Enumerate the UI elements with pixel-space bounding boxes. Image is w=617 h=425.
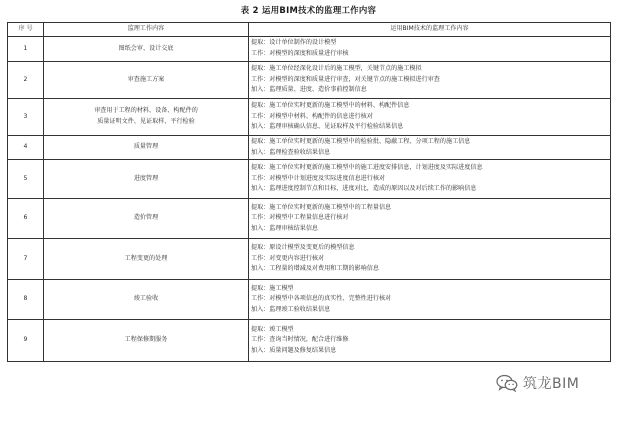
table-body bbox=[8, 37, 611, 362]
row-seq: 7 bbox=[8, 239, 44, 280]
wechat-icon bbox=[496, 374, 518, 392]
bim-line: 提取：施工单位实时更新的施工模型中的材料、构配件信息 bbox=[251, 102, 410, 110]
row-bim-content bbox=[249, 199, 611, 239]
row-seq: 5 bbox=[8, 160, 44, 199]
bim-line: 工作：对模型中材料、构配件的信息进行核对 bbox=[251, 112, 373, 120]
row-bim-content bbox=[249, 62, 611, 99]
row-content bbox=[44, 199, 249, 239]
content-line: 审查用于工程的材料、设备、构配件的 bbox=[94, 107, 198, 115]
row-seq: 6 bbox=[8, 199, 44, 239]
row-bim-content bbox=[249, 99, 611, 136]
row-bim-content bbox=[249, 160, 611, 199]
bim-line: 加入：监理审核确认信息、见证取样及平行检验结果信息 bbox=[251, 123, 404, 131]
row-seq: 9 bbox=[8, 320, 44, 362]
table-title: 表 2 运用BIM技术的监理工作内容 bbox=[240, 5, 377, 15]
table-row bbox=[8, 239, 611, 280]
table-header-row bbox=[8, 23, 611, 37]
row-content bbox=[44, 239, 249, 280]
row-seq: 2 bbox=[8, 62, 44, 99]
row-seq: 8 bbox=[8, 280, 44, 320]
bim-line: 工作：对模型中计划进度及实际进度信息进行核对 bbox=[251, 174, 386, 182]
row-seq: 4 bbox=[8, 136, 44, 160]
header-seq: 序 号 bbox=[8, 23, 44, 37]
bim-line: 提取：竣工模型 bbox=[251, 325, 294, 333]
table-row bbox=[8, 160, 611, 199]
header-bim: 运用BIM技术的监理工作内容 bbox=[249, 23, 611, 37]
content-line: 图纸会审、设计交底 bbox=[118, 44, 174, 52]
table-row bbox=[8, 62, 611, 99]
row-content bbox=[44, 280, 249, 320]
table-row bbox=[8, 320, 611, 362]
bim-line: 工作：对模型的深度和质量进行审核 bbox=[251, 50, 349, 57]
row-seq: 1 bbox=[8, 37, 44, 62]
bim-line: 提取：施工单位经深化设计后的施工模型，关键节点的施工模拟 bbox=[251, 65, 422, 73]
bim-line: 提取：设计单位制作的设计模型 bbox=[251, 39, 337, 47]
content-line: 质量证明文件、见证取样、平行检验 bbox=[97, 118, 195, 125]
row-bim-content bbox=[249, 280, 611, 320]
row-content bbox=[44, 62, 249, 99]
content-line: 工程变更的处理 bbox=[124, 254, 168, 262]
bim-line: 提取：施工模型 bbox=[251, 284, 294, 292]
bim-line: 工作：对模型的深度和质量进行审查，对关键节点的施工模拟进行审查 bbox=[251, 75, 440, 83]
row-bim-content bbox=[249, 136, 611, 160]
bim-line: 工作：查询当时情况，配合进行维修 bbox=[251, 336, 349, 344]
content-line: 工程保修期服务 bbox=[124, 336, 168, 344]
content-line: 进度管理 bbox=[133, 174, 159, 182]
row-bim-content bbox=[249, 37, 611, 62]
row-content bbox=[44, 37, 249, 62]
table-row bbox=[8, 136, 611, 160]
table-row bbox=[8, 99, 611, 136]
row-content bbox=[44, 99, 249, 136]
bim-line: 加入：监理进度控制节点和目标，进度对比，造成的原因以及对后续工作的影响信息 bbox=[251, 185, 477, 193]
content-line: 造价管理 bbox=[133, 214, 159, 222]
content-line: 审查施工方案 bbox=[127, 75, 165, 83]
table-row bbox=[8, 37, 611, 62]
bim-line: 加入：监理审核结果信息 bbox=[251, 224, 319, 232]
bim-line: 加入：监理检查验收结果信息 bbox=[251, 148, 331, 156]
content-line: 质量管理 bbox=[133, 143, 159, 151]
row-bim-content bbox=[249, 239, 611, 280]
bim-line: 提取：原设计模型及变更后的模型信息 bbox=[251, 244, 355, 252]
bim-line: 工作：对变更内容进行核对 bbox=[251, 254, 325, 262]
row-content bbox=[44, 320, 249, 362]
bim-line: 工作：对模型中工程量信息进行核对 bbox=[251, 214, 349, 222]
bim-line: 提取：施工单位实时更新的施工模型中的工程量信息 bbox=[251, 203, 392, 211]
watermark bbox=[496, 373, 579, 393]
table-row bbox=[8, 280, 611, 320]
bim-line: 加入：工程量的增减及对费用和工期的影响信息 bbox=[251, 265, 379, 273]
bim-line: 加入：监理质量、进度、造价事前控制信息 bbox=[251, 86, 367, 94]
row-content bbox=[44, 136, 249, 160]
content-line: 竣工验收 bbox=[133, 295, 159, 303]
table-row bbox=[8, 199, 611, 239]
bim-line: 提取：施工单位实时更新的施工模型中的检验批、隐蔽工程、分项工程的施工信息 bbox=[251, 137, 471, 145]
supervision-table bbox=[7, 22, 611, 362]
row-content bbox=[44, 160, 249, 199]
watermark-text: 筑龙BIM bbox=[523, 376, 580, 392]
bim-line: 加入：监理竣工验收结果信息 bbox=[251, 305, 331, 313]
row-bim-content bbox=[249, 320, 611, 362]
bim-line: 工作：对模型中各项信息的真实性、完整性进行核对 bbox=[251, 295, 392, 303]
bim-line: 提取：施工单位实时更新的施工模型中的施工进度安排信息，计划进度及实际进度信息 bbox=[251, 164, 483, 172]
row-seq: 3 bbox=[8, 99, 44, 136]
header-content: 监理工作内容 bbox=[44, 23, 249, 37]
bim-line: 加入：质量问题及修复结果信息 bbox=[251, 346, 337, 354]
